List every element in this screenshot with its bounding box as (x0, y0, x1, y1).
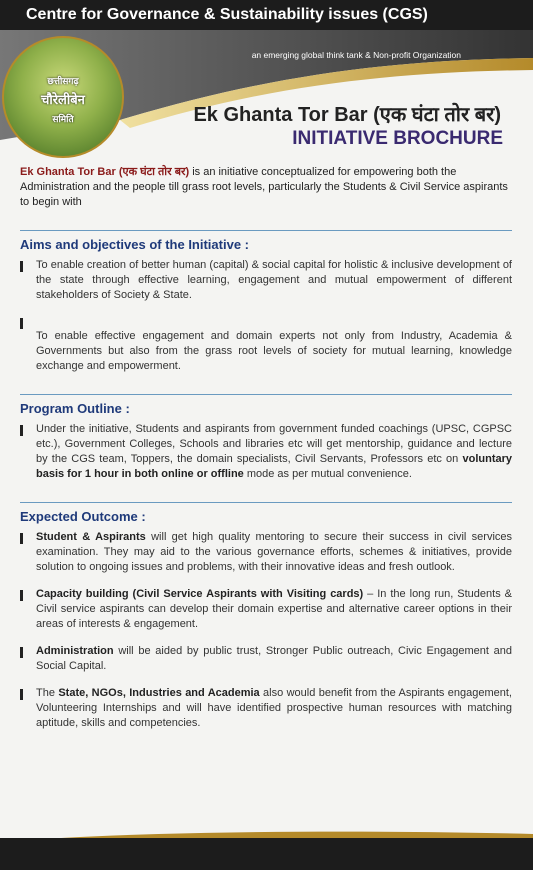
divider (20, 502, 512, 503)
logo-line-2: चौरेलीबेन (41, 93, 85, 108)
aims-item-text: To enable effective engagement and domain experts not only from Industry, Academia & Governments but also from the grass root levels of society for mutual learning, knowledge exchange and empowerment. (36, 330, 512, 372)
logo-line-1: छत्तीसगढ़ (47, 77, 79, 87)
outcome-bold: Capacity building (Civil Service Aspirants with Visiting cards) (36, 588, 364, 600)
outcome-item (20, 686, 512, 731)
tagline: an emerging global think tank & Non-profit Organization (251, 50, 461, 60)
outcome-text: also would benefit from the Aspirants engagement, Volunteering Internships and will have identified prospective human resources with matching aptitude, skills and competencies. (36, 687, 512, 729)
outcome-text: will be aided by public trust, Stronger Public outreach, Civic Engagement and Social Capital. (36, 645, 512, 672)
outcome-text: – In the long run, Students & Civil service aspirants can develop their domain expertise and alternative career options in their areas of interests & engagement. (36, 588, 513, 630)
outcome-bold: State, NGOs, Industries and Academia (58, 687, 260, 699)
outcome-heading: Expected Outcome : (20, 509, 146, 524)
bullet-icon (20, 425, 23, 436)
outcome-pre: The (36, 687, 59, 699)
intro-lead: Ek Ghanta Tor Bar (एक घंटा तोर बर) (20, 166, 190, 178)
bullet-icon (20, 590, 23, 601)
bullet-icon (20, 689, 23, 700)
brochure-title: Ek Ghanta Tor Bar (एक घंटा तोर बर) (193, 104, 501, 126)
brochure-content (20, 165, 512, 743)
outline-item (20, 422, 512, 482)
outcome-item (20, 530, 512, 575)
brochure-subtitle: INITIATIVE BROCHURE (292, 128, 503, 149)
bullet-icon (20, 318, 23, 329)
divider (20, 230, 512, 231)
bullet-icon (20, 533, 23, 544)
aims-item-text: To enable creation of better human (capital) & social capital for holistic & inclusive development of the state through effective learning, engagement and mutual empowerment of different stakeholders of Society & State. (36, 259, 512, 301)
outcome-bold: Student & Aspirants (36, 531, 146, 543)
outline-bold: voluntary basis for 1 hour in both online or offline (36, 453, 512, 480)
aims-item (20, 258, 512, 303)
intro-text: is an initiative conceptualized for empowering both the Administration and the people till grass root levels, particularly the Students & Civil Service aspirants to begin with (20, 166, 508, 208)
aims-item (20, 315, 512, 374)
bullet-icon (20, 647, 23, 658)
outcome-item (20, 587, 512, 632)
bullet-icon (20, 261, 23, 272)
cgs-logo (2, 36, 124, 158)
outline-tail: mode as per mutual convenience. (243, 468, 412, 480)
divider (20, 394, 512, 395)
outcome-bold: Administration (36, 645, 114, 657)
aims-heading: Aims and objectives of the Initiative : (20, 237, 249, 252)
outline-text: Under the initiative, Students and aspirants from government funded coachings (UPSC, CGPSC etc.), Government Colleges, Schools and libraries etc will get mentorship, guidance and lecture by the CGS team, Toppers, the domain specialists, Civil Servants, Professors etc on (36, 423, 512, 465)
logo-line-3: समिति (52, 115, 74, 125)
outcome-text: will get high quality mentoring to secure their success in civil services examination. They may aid to the various governance efforts, schemes & initiatives, provide solution to ongoing issues and problems, with their innovative ideas and fresh outlook. (36, 531, 513, 573)
footer-bar (0, 838, 533, 870)
outcome-item (20, 644, 512, 674)
org-title: Centre for Governance & Sustainability issues (CGS) (26, 6, 428, 23)
intro-paragraph (20, 165, 512, 210)
outline-heading: Program Outline : (20, 401, 130, 416)
header-bar (0, 0, 533, 34)
